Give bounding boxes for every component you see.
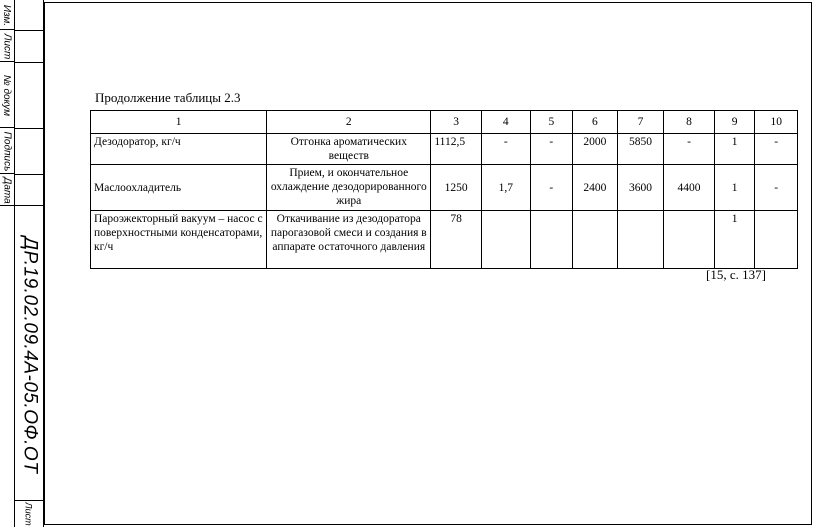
table-cell: - bbox=[530, 134, 573, 165]
table-cell bbox=[573, 211, 618, 269]
table-cell: 1112,5 bbox=[431, 134, 482, 165]
table-cell: 78 bbox=[431, 211, 482, 269]
table-header-row bbox=[91, 111, 798, 134]
table-cell: 1 bbox=[714, 211, 755, 269]
table-cell: Откачивание из дезодоратора парогазовой смеси и создания в аппарате остаточного давления bbox=[267, 211, 431, 269]
stamp-label-date: Дата bbox=[1, 176, 13, 204]
table-row bbox=[91, 134, 798, 165]
header-cell: 1 bbox=[91, 111, 267, 134]
stamp-label-signature: Подпись bbox=[1, 131, 13, 171]
table-cell: Пароэжекторный вакуум – насос с поверхностными конденсаторами, кг/ч bbox=[91, 211, 267, 269]
table-cell: 4400 bbox=[664, 165, 715, 211]
table-cell: - bbox=[664, 134, 715, 165]
table-row bbox=[91, 165, 798, 211]
header-cell: 2 bbox=[267, 111, 431, 134]
table-row bbox=[91, 211, 798, 269]
header-cell: 10 bbox=[755, 111, 798, 134]
document-code: ДР.19.02.09.4А-05.ОФ.ОТ bbox=[19, 236, 41, 474]
header-cell: 8 bbox=[664, 111, 715, 134]
header-cell: 6 bbox=[573, 111, 618, 134]
title-block bbox=[0, 0, 44, 527]
table-cell: 1250 bbox=[431, 165, 482, 211]
table-cell: Отгонка ароматических веществ bbox=[267, 134, 431, 165]
data-table bbox=[90, 110, 798, 269]
table-cell: Прием, и окончательное охлаждение дезодорированного жира bbox=[267, 165, 431, 211]
table-cell: 1 bbox=[714, 165, 755, 211]
table-cell: 1,7 bbox=[481, 165, 530, 211]
table-cell bbox=[664, 211, 715, 269]
table-cell: 2000 bbox=[573, 134, 618, 165]
header-cell: 3 bbox=[431, 111, 482, 134]
table-cell: - bbox=[530, 165, 573, 211]
header-cell: 9 bbox=[714, 111, 755, 134]
stamp-signature-area bbox=[14, 0, 44, 206]
stamp-label-izm: Изм. bbox=[1, 4, 13, 26]
sheet-label: Лист bbox=[14, 500, 44, 527]
table-cell: - bbox=[755, 134, 798, 165]
table-cell: Маслоохладитель bbox=[91, 165, 267, 211]
table-cell bbox=[481, 211, 530, 269]
header-cell: 7 bbox=[617, 111, 664, 134]
table-cell: - bbox=[755, 165, 798, 211]
table-cell: 3600 bbox=[617, 165, 664, 211]
table-caption: Продолжение таблицы 2.3 bbox=[95, 90, 241, 105]
table-cell: 1 bbox=[714, 134, 755, 165]
table-cell bbox=[530, 211, 573, 269]
stamp-label-doc-number: № докум bbox=[1, 74, 13, 116]
table-cell: 2400 bbox=[573, 165, 618, 211]
table-cell bbox=[617, 211, 664, 269]
table-cell: - bbox=[481, 134, 530, 165]
source-reference: [15, с. 137] bbox=[706, 267, 766, 282]
header-cell: 5 bbox=[530, 111, 573, 134]
table-cell bbox=[755, 211, 798, 269]
header-cell: 4 bbox=[481, 111, 530, 134]
table-cell: 5850 bbox=[617, 134, 664, 165]
table-cell: Дезодоратор, кг/ч bbox=[91, 134, 267, 165]
stamp-label-list: Лист bbox=[1, 33, 13, 59]
